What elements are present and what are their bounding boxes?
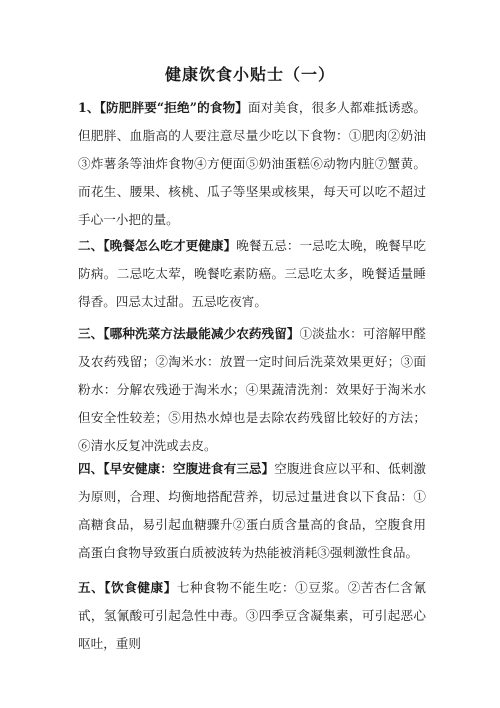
document-title: 健康饮食小贴士（一） xyxy=(164,65,335,84)
section-body: ①淡盐水：可溶解甲醛及农药残留；②淘米水：放置一定时间后洗菜效果更好；③面粉水：分解农残逊于淘米水；④果蔬清洗剂：效果好于淘米水但安全性较差；⑤用热水焯也是去除农药残留比较好的方法；⑥清水反复冲洗或去皮。 xyxy=(78,326,427,453)
section-body: 空腹进食应以平和、低刺激为原则，合理、均衡地搭配营养，切忌过量进食以下食品：①高糖食品，易引起血糖骤升②蛋白质含量高的食品，空腹食用高蛋白食物导致蛋白质被波转为热能被消耗③强刺激性食品。 xyxy=(78,461,427,560)
section-heading: 1、【防肥胖要“拒绝”的食物】 xyxy=(78,100,249,115)
section-body: 面对美食，很多人都难抵诱惑。但肥胖、血脂高的人要注意尽量少吃以下食物：①肥肉②奶油③炸薯条等油炸食物④方便面⑤奶油蛋糕⑥动物内脏⑦蟹黄。而花生、腰果、核桃、瓜子等坚果或核果，每天可以吃不超过手心一小把的量。 xyxy=(78,100,427,227)
section-heading: 五、【饮食健康】 xyxy=(78,580,177,595)
section-heading: 四、【早安健康：空腹进食有三忌】 xyxy=(78,461,275,476)
section-4 xyxy=(78,455,426,567)
section-2 xyxy=(78,232,426,316)
section-3 xyxy=(78,320,426,460)
section-body: 七种食物不能生吃：①豆浆。②苦杏仁含氰甙，氢氰酸可引起急性中毒。③四季豆含凝集素，可引起恶心呕吐，重则 xyxy=(78,580,427,651)
section-heading: 三、【哪种洗菜方法最能减少农药残留】 xyxy=(78,326,300,341)
section-body: 晚餐五忌：一忌吃太晚，晚餐早吃防病。二忌吃太荤，晚餐吃素防癌。三忌吃太多，晚餐适量睡得香。四忌太过甜。五忌吃夜宵。 xyxy=(78,238,427,309)
section-5 xyxy=(78,574,426,658)
section-1 xyxy=(78,94,426,234)
section-heading: 二、【晚餐怎么吃才更健康】 xyxy=(78,238,237,253)
